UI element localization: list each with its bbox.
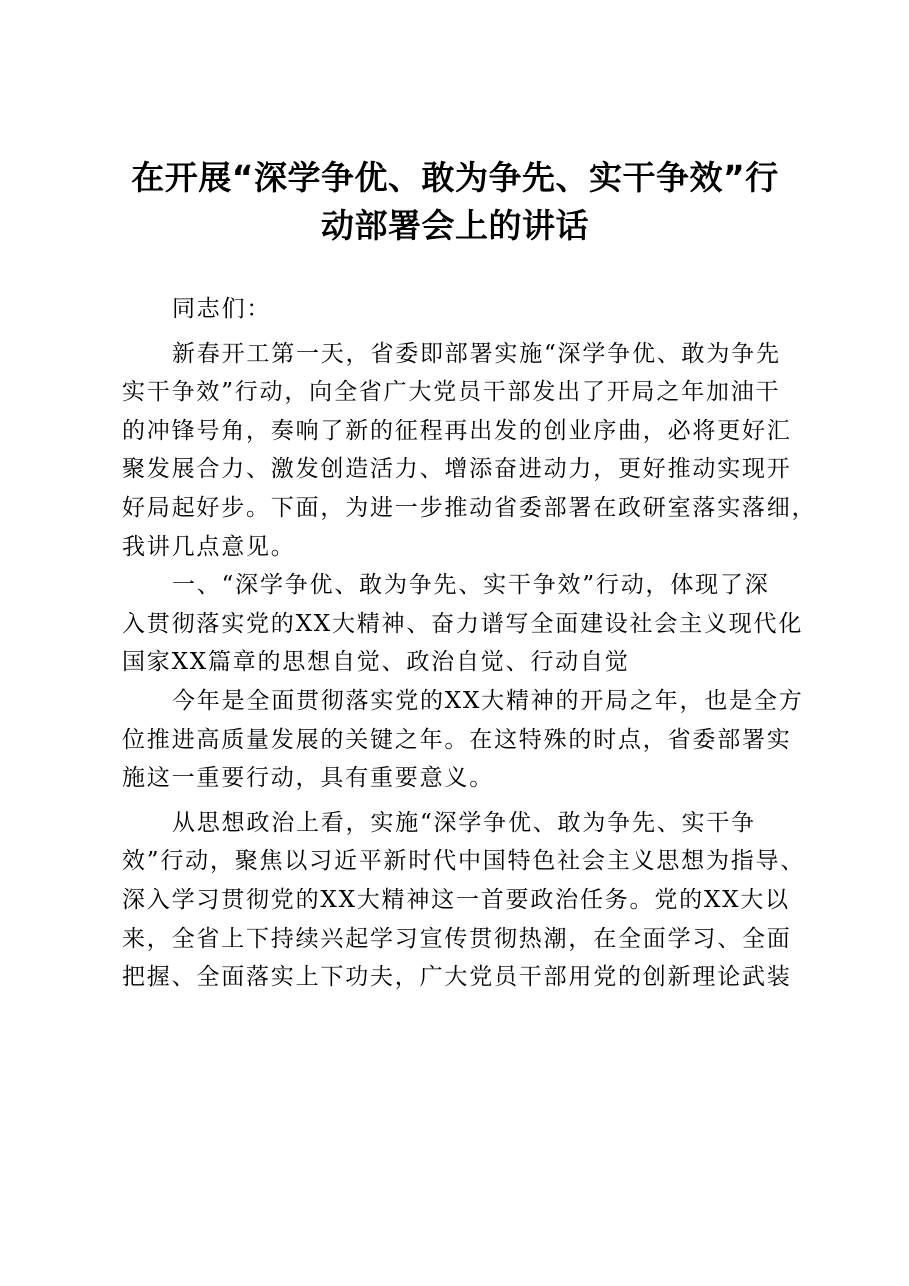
- document-body: [122, 290, 817, 997]
- paragraph-line: 一、“深学争优、敢为争先、实干争效”行动，体现了深: [172, 572, 770, 599]
- paragraph-1: [122, 335, 817, 567]
- paragraph-line: 位推进高质量发展的关键之年。在这特殊的时点，省委部署实: [122, 726, 792, 753]
- paragraph-line: 实干争效”行动，向全省广大党员干部发出了开局之年加油干: [122, 379, 781, 406]
- paragraph-line: 深入学习贯彻党的XX大精神这一首要政治任务。党的XX大以: [122, 886, 790, 913]
- paragraph-2: [122, 682, 804, 798]
- salutation: 同志们：: [172, 296, 272, 322]
- paragraph-line: 来，全省上下持续兴起学习宣传贯彻热潮，在全面学习、全面: [122, 925, 792, 952]
- paragraph-line: 新春开工第一天，省委即部署实施“深学争优、敢为争先: [172, 340, 781, 367]
- paragraph-line: 今年是全面贯彻落实党的XX大精神的开局之年，也是全方: [172, 687, 804, 714]
- paragraph-line: 从思想政治上看，实施“深学争优、敢为争先、实干争: [172, 809, 756, 836]
- paragraph-line: 国家XX篇章的思想自觉、政治自觉、行动自觉: [122, 649, 630, 676]
- paragraph-line: 入贯彻落实党的XX大精神、奋力谱写全面建设社会主义现代化: [122, 610, 804, 637]
- title-line-1: 在开展“深学争优、敢为争先、实干争效”行: [131, 158, 779, 197]
- section-heading-1: [122, 566, 804, 682]
- paragraph-line: 好局起好步。下面，为进一步推动省委部署在政研室落实落细，: [122, 494, 817, 521]
- paragraph-line: 效”行动，聚焦以习近平新时代中国特色社会主义思想为指导、: [122, 848, 806, 875]
- paragraph-line: 我讲几点意见。: [122, 533, 296, 560]
- paragraph-line: 施这一重要行动，具有重要意义。: [122, 765, 494, 792]
- document-title: [110, 154, 800, 250]
- title-line-2: 动部署会上的讲话: [321, 206, 589, 245]
- paragraph-3: [122, 804, 806, 997]
- paragraph-line: 的冲锋号角，奏响了新的征程再出发的创业序曲，必将更好汇: [122, 417, 792, 444]
- paragraph-line: 把握、全面落实上下功夫，广大党员干部用党的创新理论武装: [122, 964, 792, 991]
- paragraph-line: 聚发展合力、激发创造活力、增添奋进动力，更好推动实现开: [122, 456, 792, 483]
